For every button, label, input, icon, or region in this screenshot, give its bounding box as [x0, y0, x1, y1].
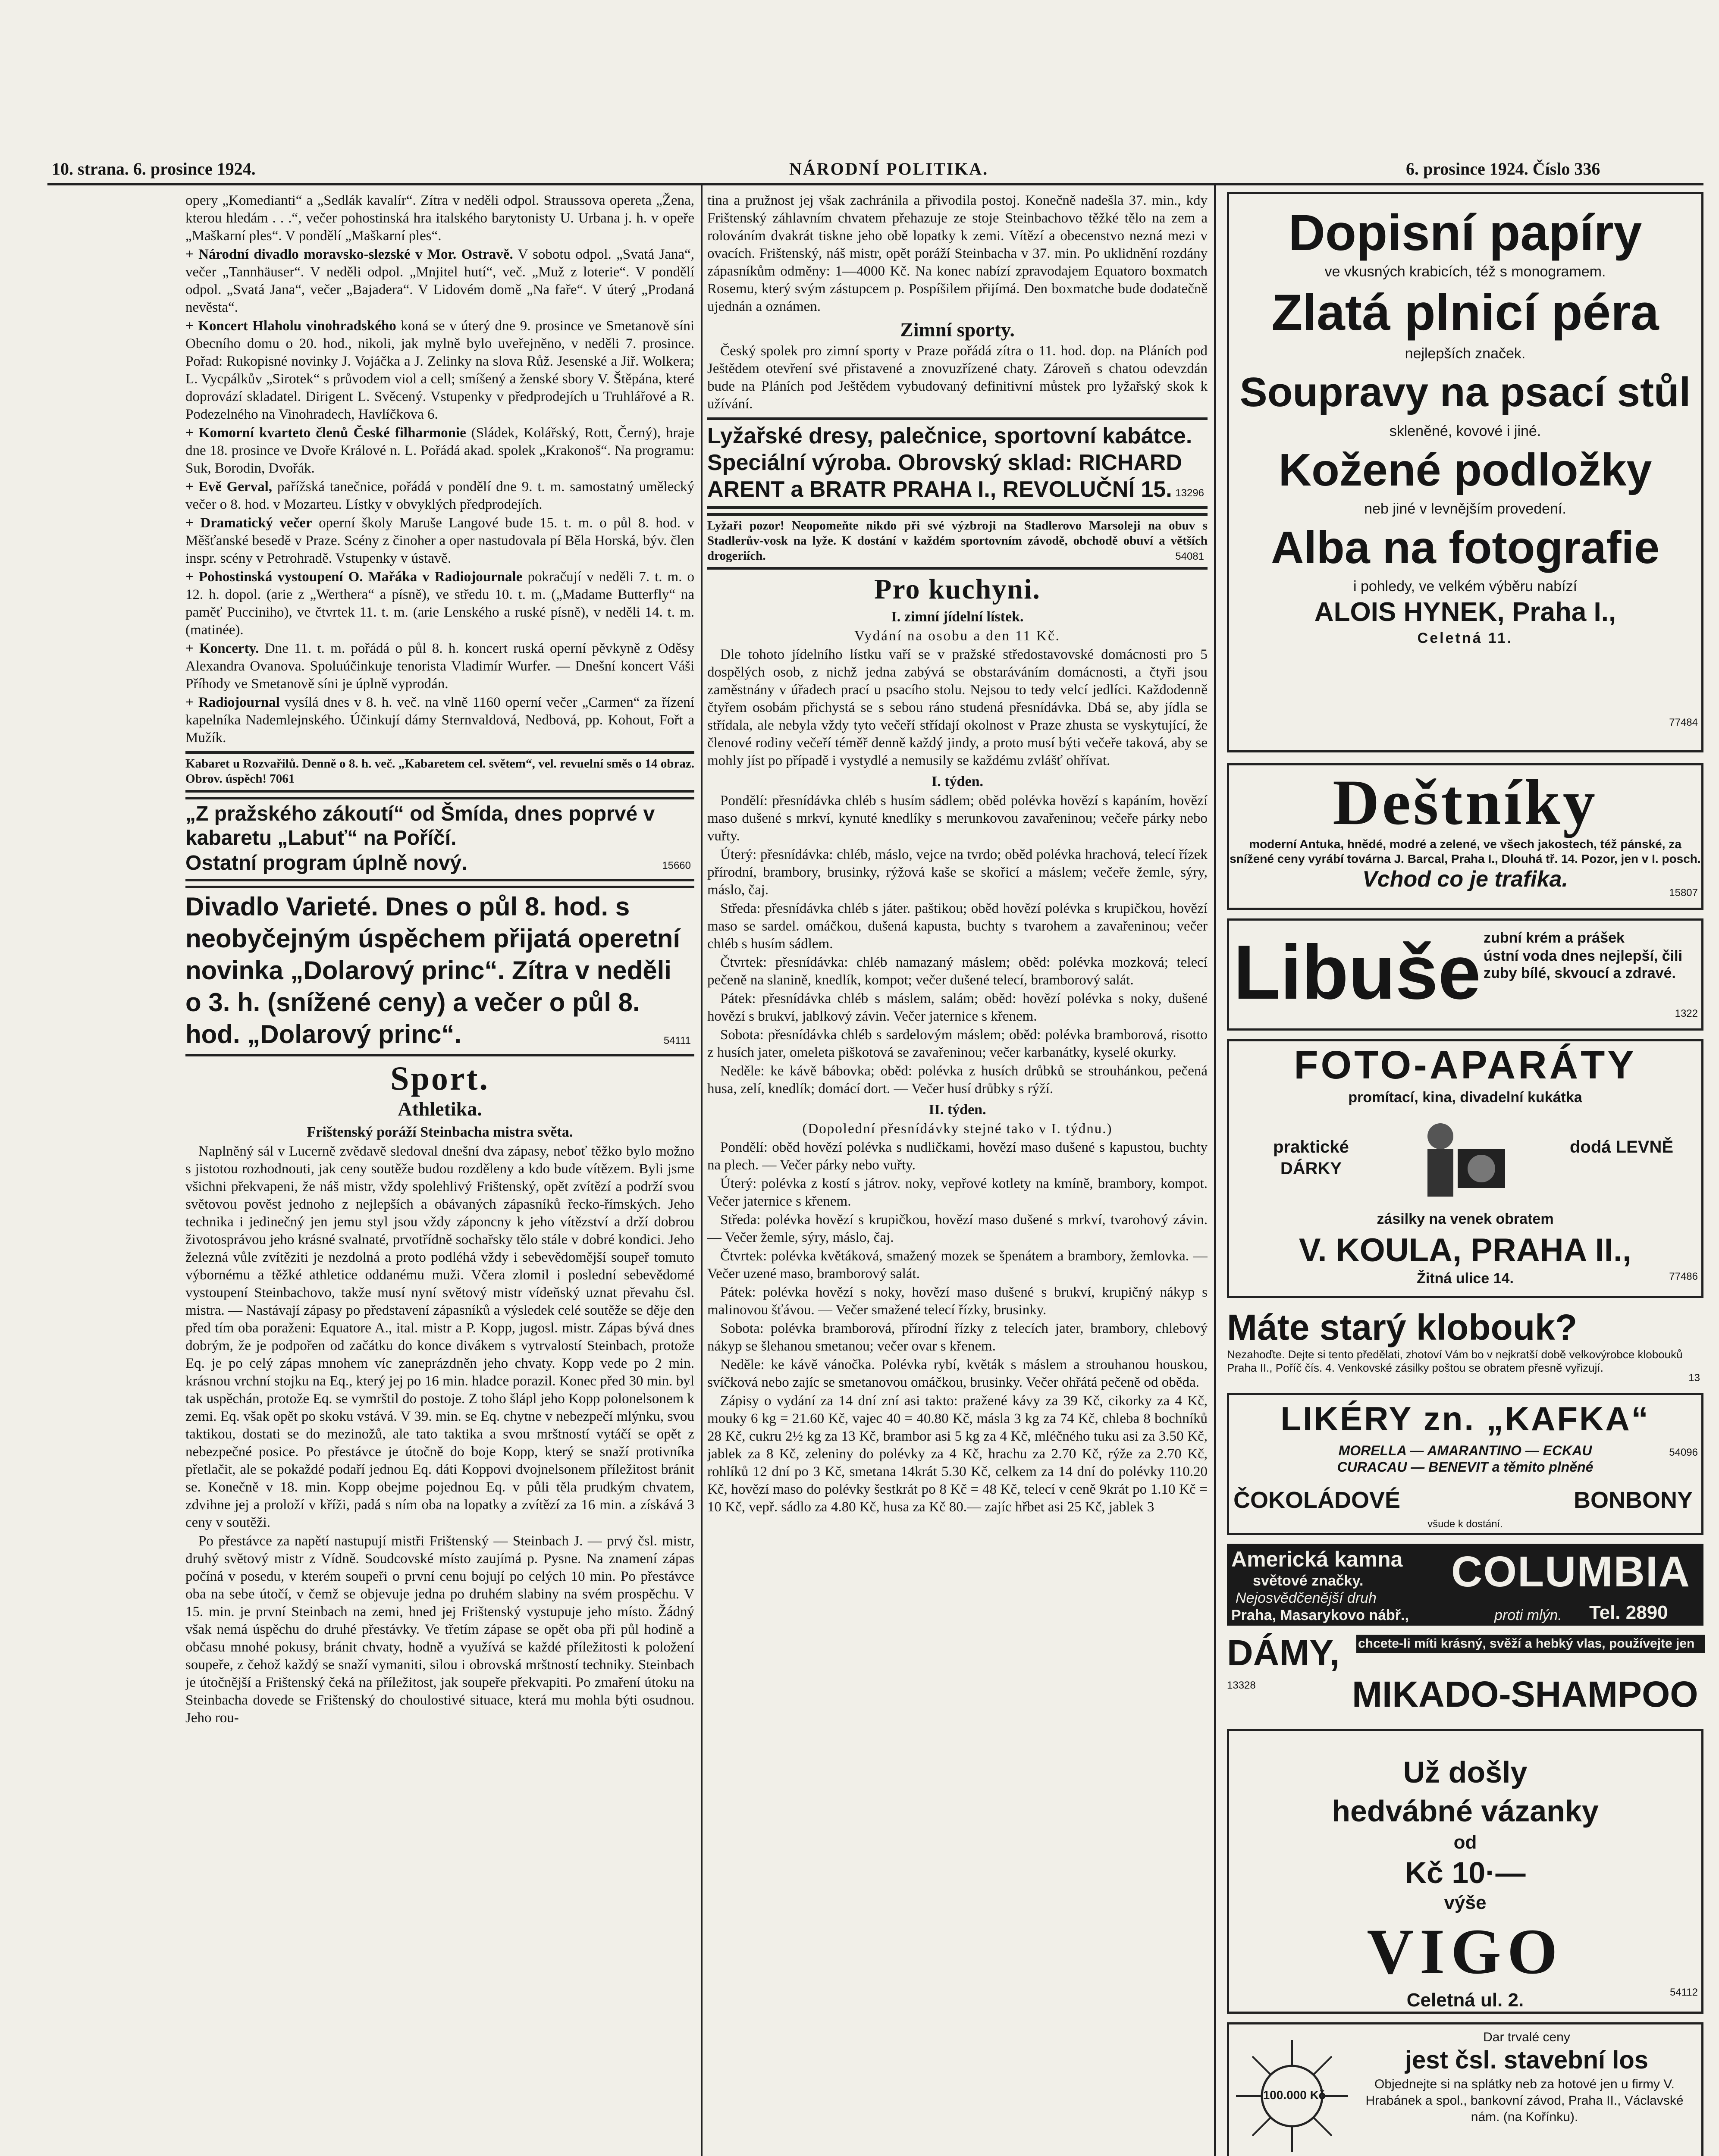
columbia-stove-ad: Americká kamna COLUMBIA světové značky. Nejosvědčenější druh Praha, Masarykovo nábř., proti mlýn. Tel. 2890: [1227, 1544, 1703, 1626]
week-2-note: (Dopolední přesnídávky stejné tako v I. týdnu.): [802, 1121, 1113, 1137]
sport-article-2: Po přestávce za napětí nastupují mistři Frištenský — Steinbach J. — prvý čsl. mistr, druhý světový mistr z Vídně. Soudcovské místo zaujímá p. Pysne. Na znamení zápas počíná v posedu, v kterém soupeři o první cenu bojují po celých 10 min. Po přestávce oba na sebe útočí, v čemž se objevuje jedna po druhém slabiny na svém prospěchu. V 15. min. je první Steinbach na zemi, hned jej Frištenský vystupuje jeho místo. Žádný však nemá úspěchu do druhé přestávky. Ve třetím zápase se opět oba při půl hodině a občasu mnohé pokusy, bránit chvaty, hodně a využívá se každé příležitosti k položení soupeře, z čehož každý se snaží vymaniti, silou i obrovská mrštností techniky. Steinbach je útočnější a Frištenský čeká na příležitost, jak soupeře překvapiti. Po zmaření útoku na Steinbacha dovede se Frištenský do choulostivé situace, která mu mohla býti osudnou. Jeho rou-: [185, 1533, 694, 1726]
sport-article-cont: tina a pružnost jej však zachránila a přivodila postoj. Konečně nadešla 37. min., kdy Frištenský záhlavním chvatem přehazuje ze stoje Steinbachovo těžké tělo na zem a rolováním dvakrát tiskne jeho obě lopatky k zemi. Vítězí a obecenstvo nezná mezi v ovacích. Frištenský, náš mistr, opět poráží Steinbacha v 37. min. Po uklidnění rozdány zápasníkům odměny: 1—4000 Kč. Na konec nabízí zpravodajem Equatoro boxmatch Rosemu, který svým zástupcem p. Pospíšilem přijímá. Den boxmatche bude dodatečně ujednán a oznámen.: [707, 193, 1208, 314]
theatre-notice: opery „Komedianti“ a „Sedlák kavalír“. Zítra v neděli odpol. Straussova opereta „Žena, kterou hledám . . .“, večer pohostinská hra italského barytonisty U. Urbana j. h. v opeře „Maškarní ples“. V pondělí „Maškarní ples“.: [185, 193, 694, 244]
week-2-day: Úterý: polévka z kostí s játrov. noky, vepřové kotlety na kmíně, brambory, kompot. Večer jaternice s křenem.: [707, 1176, 1208, 1209]
week-2-day: Pátek: polévka hovězí s noky, hovězí maso dušené s brukví, krupičný nákyp s malinovou šťávou. — Večer smažené telecí řízky, brusinky.: [707, 1285, 1208, 1318]
issue-number-header: 6. prosince 1924. Číslo 336: [1406, 159, 1600, 179]
week-1-day: Pondělí: přesnídávka chléb s husím sádlem; oběd polévka hovězí s kapáním, hovězí maso dušené s mrkví, kynuté knedlíky s merunkovou zavařeninou; večeře párky nebo vuřty.: [707, 793, 1208, 844]
week-1-title: I. týden.: [932, 774, 983, 790]
smida-ad: „Z pražského zákoutí“ od Šmída, dnes poprvé v kabaretu „Labuť“ na Poříčí. Ostatní program úplně nový. 15660: [185, 797, 694, 881]
sport-title: Sport.: [390, 1059, 489, 1097]
page-number-header: 10. strana. 6. prosince 1924.: [52, 159, 256, 179]
winter-sports-title: Zimní sporty.: [900, 319, 1015, 341]
column-divider-1: [701, 185, 703, 2156]
kitchen-subtitle: I. zimní jídelní lístek.: [891, 609, 1024, 625]
sport-article-1: Naplněný sál v Lucerně zvědavě sledoval dnešní dva zápasy, neboť těžko bylo možno s jistotou rozhodnouti, jak ceny soutěže budou rozděleny a kdo bude vítězem. Byli jsme všichni překvapeni, že náš mistr, vždy spolehlivý Frištenský, opět zvítězí a podrží svou světovou pověst jednoho z nejlepších a obávaných zápasníků řecko-římských. Jeho technika i jedinečný jen jemu styl jsou vždy záponcny k jeho vítězství a drží dobrou životosprávou jeho krásné svalnaté, prvotřídně sochařsky tělo stále v dobré kondici. Jeho železná vůle zvítěziti je nezdolná a proto podléhá vždy i sebevědomější soupeř tomuto výbornému a těžké athletice oddanému muži. Včera zlomil i poslední sebevědomé vystoupení Steinbachovo, takže musí nyní světový mistr vídeňský uznat převahu čsl. mistra. — Nastávají zápasy po představení zápasníků a výsledek celé soutěže se děje den před tím oba poraženi: Equatore A., ital. mistr a P. Kopp, jugosl. mistr. Zápas bývá dnes dobrým, že je podpořen od začátku do konce divákem s vytrvalostí Steinbach, protože Eq. je po celý zápas mnohem víc zaneprázdněn jeho chvaty. Kopp vede po 2 min. krásnou vrchní stojku na Eq., který jej po 16 min. hladce porazil. Konec před 30 min. byl tak uspěchán, protože Eq. se vymrštil do postoje. Z toho šlápl jeho Kopp polonelsonem k zemi. Eq. však opět po skoku vstává. V 39. min. se Eq. chytne v nebezpečí mlýnku, svou taktikou, dostati se do mezinožů, ale tato taktika a svou mrštností vytáčí se opět z nebezpečné posice. Po přestávce je útočně do boje Kopp, který se snaží protivníka přetlačit, ale se pokaždé podaří jednou Eq. dáti Koppovi dvojnelsonem příležitost bránit se. Konečně v 18. min. Kopp obejme pojednou Eq. v půli těla prudkým chvatem, zdvihne jej a proloží v kříži, padá s ním oba na lopatky a zvítězí za 16 min. a získává 3 ceny v soutěži.: [185, 1144, 694, 1530]
week-2-title: II. týden.: [929, 1102, 986, 1118]
header-rule: [47, 183, 1703, 185]
notice-concerts: + Koncerty. Dne 11. t. m. pořádá o půl 8. h. koncert ruská operní pěvkyně z Oděsy Alexandra Ovanova. Spoluúčinkuje tenorista Vladimír Wurfer. — Dnešní koncert Váši Příhody ve Smetanově síni je úplně vyprodán.: [185, 641, 694, 692]
stadler-ad: Lyžaři pozor! Neopomeňte nikdo při své výzbroji na Stadlerovo Marsoleji na obuv s Stadlerův-vosk na lyže. K dostání v každém sportovním závodě, obchodě obuví a větších drogeriích. 54081: [707, 513, 1208, 570]
notice-radio: + Radiojournal vysílá dnes v 8. h. več. na vlně 1160 operní večer „Carmen“ za řízení kapelníka Nademlejnského. Účinkují dámy Sternvaldová, Nedbová, pp. Kohout, Fořt a Mužík.: [185, 695, 694, 746]
stationery-ad: Dopisní papíry ve vkusných krabicích, též s monogramem. Zlatá plnicí péra nejlepších značek. Soupravy na psací stůl skleněné, kovové i jiné. Kožené podložky neb jiné v levnějším provedení. Alba na fotografie i pohledy, ve velkém výběru nabízí ALOIS HYNEK, Praha I., Celetná 11. 77484: [1227, 192, 1703, 752]
vigo-ties-ad: Už došly hedvábné vázanky od Kč 10·— výše VIGO Celetná ul. 2. 54112: [1227, 1729, 1703, 2014]
week-1-day: Úterý: přesnídávka: chléb, máslo, vejce na tvrdo; oběd polévka hrachová, telecí řízek přírodní, brambory, brusinky, rýžová kaše se skořicí a máslem; večeře žemle, sýry, máslo, čaj.: [707, 847, 1208, 898]
kitchen-intro: Dle tohoto jídelního lístku vaří se v pražské středostavovské domácnosti pro 5 dospělých osob, z nichž jedna zabývá se obstaráváním domácnosti, a čtyři jsou zaměstnány v úřadech prací u psacího stolu. Nejsou to tedy velcí jedlíci. Každodenně čtyřem osobám přichystá se s sebou ráno studená přesnídávka. Dbá se, aby jídla se střídala, ale nebyla vždy tyto večeří střídají okolnost v Praze zhusta se vyskytující, že členové rodiny večeří téměř denně každý jindy, a proto musí býti večeře taková, aby se mohly jíst po případě i vystydlé a nemusily se každému zvlášť ohřívat.: [707, 647, 1208, 768]
notice-dramatic: + Dramatický večer operní školy Maruše Langové bude 15. t. m. o půl 8. hod. v Měšťanské besedě v Praze. Scény z činoher a oper nastudovala pí Běla Horská, býv. člen inspr. scény v Petrohradě. Vstupenky v ústavě.: [185, 515, 694, 566]
week-1-day: Sobota: přesnídávka chléb s sardelovým máslem; oběd: polévka bramborová, risotto z husích jater, omeleta piškotová se zavařeninou; večer karbanátky, kyselé okurky.: [707, 1027, 1208, 1060]
week-1-day: Pátek: přesnídávka chléb s máslem, salám; oběd: hovězí polévka s noky, dušené hovězí s brukví, jablkový závin. Večer jaternice s křenem.: [707, 991, 1208, 1024]
week-2-day: Středa: polévka hovězí s krupičkou, hovězí maso dušené s mrkví, tvarohový závin. — Večer žemle, sýry, máslo, čaj.: [707, 1212, 1208, 1245]
column-1: [185, 192, 694, 2156]
variete-ad: Divadlo Varieté. Dnes o půl 8. hod. s neobyčejným úspěchem přijatá operetní novinka „Dolarový princ“. Zítra v neděli o 3. h. (snížené ceny) a večer o půl 8. hod. „Dolarový princ“. 54111: [185, 886, 694, 1056]
umbrellas-ad: Deštníky moderní Antuka, hnědé, modré a zelené, ve všech jakostech, též pánské, za snížené ceny vyrábí továrna J. Barcal, Praha I., Dlouhá tř. 14. Pozor, jen v I. posch. Vchod co je trafika. 15807: [1227, 763, 1703, 910]
week-2-day: Neděle: ke kávě vánočka. Polévka rybí, květák s máslem a strouhanou houskou, svíčková nebo zajíc se smetanovou omáčkou, brusinky. Večer ohřátá pečeně od oběda.: [707, 1357, 1208, 1390]
expense-record: Zápisy o vydání za 14 dní zní asi takto: pražené kávy za 39 Kč, cikorky za 4 Kč, mouky 6 kg = 21.60 Kč, vajec 40 = 40.80 Kč, másla 3 kg za 74 Kč, chleba 8 bochníků 28 Kč, cukru 2½ kg za 13 Kč, brambor asi 5 kg za 4 Kč, mléčného tuku asi za 3.50 Kč, jablek za 8 Kč, zeleniny do polévky za 4 Kč, hrachu za 2.70 Kč, rýže za 2.70 Kč, rohlíků 12 dní po 3 Kč, smetana 14krát 5.30 Kč, celkem za 14 dní do polévky 110.20 Kč, hovězí maso do polévky šestkrát po 8 Kč = 48 Kč, telecí v ceně 9krát po 1.10 Kč = 10 Kč, vepř. sádlo za 4.80 Kč, husa za Kč 80.— zajíc hřbet asi 25 Kč, jablek 3: [707, 1393, 1208, 1515]
photo-cameras-ad: FOTO-APARÁTY promítací, kina, divadelní kukátka praktické DÁRKY dodá LEVNĚ zásilky na venek obratem V. KOULA, PRAHA II., Žitná ulice 14. 77486: [1227, 1039, 1703, 1298]
kafka-liqueur-ad: LIKÉRY zn. „KAFKA“ MORELLA — AMARANTINO — ECKAU CURACAU — BENEVIT a těmito plněné ČOKOLÁDOVÉ BONBONY všude k dostání. 54096: [1227, 1393, 1703, 1535]
notice-marak: + Pohostinská vystoupení O. Mařáka v Radiojournale pokračují v neděli 7. t. m. o 12. h. dopol. (arie z „Werthera“ a písně), ve středu 10. t. m. („Madame Butterfly“ na paměť Pucciniho), ve čtvrtek 11. t. m. (arie Lenského a ruské písně), v neděli 14. t. m. (matinée).: [185, 569, 694, 638]
winter-sports-text: Český spolek pro zimní sporty v Praze pořádá zítra o 11. hod. dop. na Pláních pod Ještědem otevření své přistavené a znovuzřízené chaty. Zároveň s chatou odevzdán bude na Pláních pod Ještědem vybudovaný definitivní můstek pro lyžařský skok k užívání.: [707, 343, 1208, 412]
week-2-day: Sobota: polévka bramborová, přírodní řízky z telecích jater, brambory, chlebový nákyp se šlehanou smetanou; večer ovar s křenem.: [707, 1321, 1208, 1354]
libuse-ad: Libuše zubní krém a prášek ústní voda dnes nejlepší, čili zuby bílé, skvoucí a zdravé. 1322: [1227, 918, 1703, 1031]
kitchen-cost: Vydání na osobu a den 11 Kč.: [854, 628, 1060, 644]
masthead-header: NÁRODNÍ POLITIKA.: [789, 159, 989, 179]
notice-quartet: + Komorní kvarteto členů České filharmonie (Sládek, Kolářský, Rott, Černý), hraje dne 18. prosince ve Dvoře Králové n. L. Pořádá akad. spolek „Krakonoš“. Na programu: Suk, Borodin, Dvořák.: [185, 425, 694, 476]
week-2-day: Pondělí: oběd hovězí polévka s nudličkami, hovězí maso dušené s kapustou, buchty na plech. — Večer párky nebo vuřty.: [707, 1140, 1208, 1173]
hat-ad: Máte starý klobouk? Nezahoďte. Dejte si tento předělati, zhotoví Vám bo v nejkratší době velkovýrobce klobouků Praha II., Poříč čís. 4. Venkovské zásilky poštou se obratem přesně vyřizují. 13: [1227, 1307, 1700, 1384]
week-1-day: Čtvrtek: přesnídávka: chléb namazaný máslem; oběd: polévka mozková; telecí pečeně na slanině, knedlík, kompot; večer dušené telecí, bramborový salát.: [707, 955, 1208, 988]
kitchen-title: Pro kuchyni.: [874, 573, 1041, 605]
arent-ad: Lyžařské dresy, palečnice, sportovní kabátce. Speciální výroba. Obrovský sklad: RICHARD ARENT a BRATR PRAHA I., REVOLUČNÍ 15. 13296: [707, 417, 1208, 509]
camera-icon: [1410, 1119, 1509, 1201]
kabaret-ad: Kabaret u Rozvařilů. Denně o 8. h. več. „Kabaretem cel. světem“, vel. revuelní směs o 14 obraz. Obrov. úspěch! 7061: [185, 751, 694, 793]
sport-headline: Frištenský poráží Steinbacha mistra světa.: [307, 1124, 573, 1140]
week-2-day: Čtvrtek: polévka květáková, smažený mozek se špenátem a brambory, žemlovka. — Večer uzené maso, bramborový salát.: [707, 1248, 1208, 1282]
notice-ostrava: + Národní divadlo moravsko-slezské v Mor. Ostravě. V sobotu odpol. „Svatá Jana“, večer „Tannhäuser“. V neděli odpol. „Mnjitel hutí“, več. „Muž z loterie“. V pondělí odpol. „Svatá Jana“, večer „Bajadera“. V Lidovém domě „Na faře“. V úterý „Prodaná nevěsta“.: [185, 247, 694, 315]
column-2: [707, 192, 1208, 2156]
mikado-shampoo-ad: DÁMY, chcete-li míti krásný, svěží a hebký vlas, používejte jen MIKADO-SHAMPOO 13328: [1227, 1632, 1703, 1718]
notice-gerval: + Evě Gerval, pařížská tanečnice, pořádá v pondělí dne 9. t. m. samostatný umělecký večer o 8. hod. v Mozarteu. Lístky v obvyklých předprodejích.: [185, 479, 694, 512]
week-1-day: Neděle: ke kávě bábovka; oběd: polévka z husích drůbků se strouhánkou, pečená husa, zelí, knedlík; domácí dort. — Večer husí drůbky s rýží.: [707, 1063, 1208, 1097]
building-lottery-ad: 100.000 Kč Dar trvalé ceny jest čsl. stavební los Objednejte si na splátky neb za hotové jen u firmy V. Hrabánek a spol., bankovní závod, Praha II., Václavské nám. (na Kořínku).: [1227, 2022, 1703, 2156]
week-1-day: Středa: přesnídávka chléb s játer. paštikou; oběd hovězí polévka s krupičkou, hovězí maso se sardel. omáčkou, dušená kapusta, buchty s tvarohem a zavařeninou; večer chléb s husím sádlem.: [707, 901, 1208, 952]
notice-hlahol: + Koncert Hlaholu vinohradského koná se v úterý dne 9. prosince ve Smetanově síni Obecního domu o 20. hod., nikoli, jak mylně bylo uveřejněno, v neděli 7. prosince. Pořad: Rukopisné novinky J. Vojáčka a J. Zelinky na slova Růž. Jesenské a Jiř. Wolkera; L. Vycpálkův „Sirotek“ s průvodem viol a cell; smíšený a ženské sbory V. Štěpána, které doprovází skladatel. Dirigent L. Svěcený. Vstupenky v předprodejích u Truhlářové a R. Podezelného na Vinohradech, Havlíčkova 6.: [185, 318, 694, 422]
sport-subtitle: Athletika.: [398, 1098, 482, 1120]
column-divider-2: [1214, 185, 1216, 2156]
